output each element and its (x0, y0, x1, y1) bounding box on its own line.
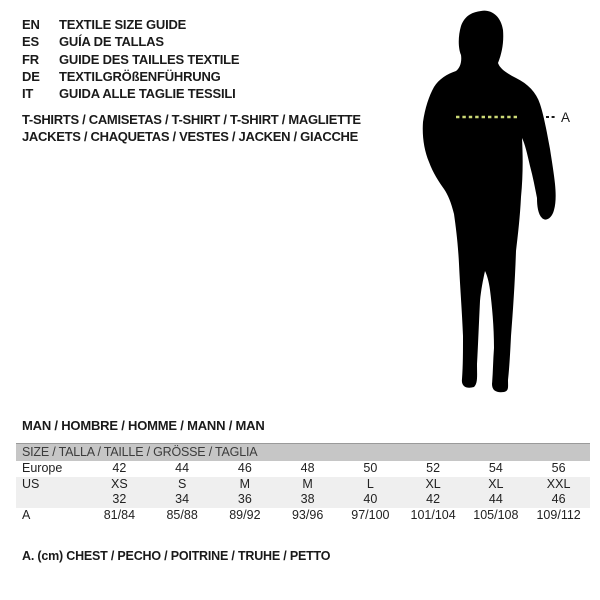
table-cell: 52 (426, 461, 441, 475)
language-code: ES (22, 34, 39, 50)
chest-measure-label: A (561, 110, 571, 125)
table-cell: 42 (112, 461, 127, 475)
language-code: FR (22, 51, 39, 67)
table-cell: XL (425, 476, 441, 491)
table-cell: 101/104 (410, 508, 456, 523)
language-label: TEXTILE SIZE GUIDE (59, 17, 187, 32)
language-legend (22, 16, 239, 102)
language-label: GUIDA ALLE TAGLIE TESSILI (59, 86, 236, 102)
table-cell: 109/112 (536, 508, 581, 523)
table-cell: 93/96 (291, 508, 324, 523)
man-silhouette-svg (415, 5, 575, 400)
table-cell: 32 (112, 492, 127, 507)
table-cell: 97/100 (351, 508, 390, 523)
section-title: MAN / HOMBRE / HOMME / MANN / MAN (22, 418, 265, 433)
table-cell: XL (488, 476, 504, 491)
language-label: GUIDE DES TAILLES TEXTILE (59, 51, 240, 67)
table-cell: 54 (488, 461, 503, 475)
category-tshirts: T-SHIRTS / CAMISETAS / T-SHIRT / T-SHIRT / MAGLIETTE (22, 112, 361, 127)
table-cell: 40 (363, 492, 378, 507)
table-cell: L (366, 476, 374, 491)
language-row (22, 33, 239, 50)
man-silhouette-figure (415, 5, 575, 400)
language-code: IT (22, 86, 34, 102)
table-cell: 38 (300, 492, 315, 507)
table-cell: 46 (237, 461, 252, 475)
category-jackets: JACKETS / CHAQUETAS / VESTES / JACKEN / GIACCHE (22, 129, 358, 145)
table-cell: XS (111, 476, 128, 491)
table-cell: 56 (551, 461, 566, 475)
language-code: DE (22, 68, 40, 84)
table-cell: 36 (237, 492, 252, 507)
language-label: TEXTILGRÖßENFÜHRUNG (59, 68, 221, 84)
table-cell: 44 (488, 492, 503, 507)
table-cell: S (177, 476, 187, 491)
table-cell: 34 (175, 492, 190, 507)
row-label (16, 492, 88, 508)
language-code: EN (22, 17, 40, 32)
size-table-header: SIZE / TALLA / TAILLE / GRÖSSE / TAGLIA (16, 443, 590, 461)
table-cell: 50 (363, 461, 378, 475)
table-cell: M (302, 476, 313, 491)
size-table (16, 443, 590, 524)
table-cell: 89/92 (229, 508, 261, 523)
table-cell: 105/108 (473, 508, 519, 523)
row-label: US (22, 476, 40, 491)
language-row (22, 51, 239, 68)
table-cell: 42 (426, 492, 441, 507)
table-cell: XXL (546, 476, 571, 491)
table-row-us (16, 477, 590, 493)
table-cell: 48 (300, 461, 315, 475)
row-label: A (22, 508, 31, 523)
table-row-europe (16, 461, 590, 477)
language-label: GUÍA DE TALLAS (59, 34, 164, 50)
language-row (22, 85, 239, 102)
table-cell: 81/84 (103, 508, 136, 523)
table-cell: 46 (551, 492, 566, 507)
man-silhouette (423, 11, 556, 393)
measurement-footnote: A. (cm) CHEST / PECHO / POITRINE / TRUHE / PETTO (22, 549, 331, 563)
table-row-numeric (16, 492, 590, 508)
language-row (22, 16, 239, 33)
table-cell: 44 (175, 461, 190, 475)
table-row-chest-a (16, 508, 590, 524)
garment-categories (22, 111, 361, 146)
table-cell: M (239, 476, 251, 491)
table-cell: 85/88 (166, 508, 198, 523)
row-label: Europe (22, 461, 63, 475)
language-row (22, 68, 239, 85)
